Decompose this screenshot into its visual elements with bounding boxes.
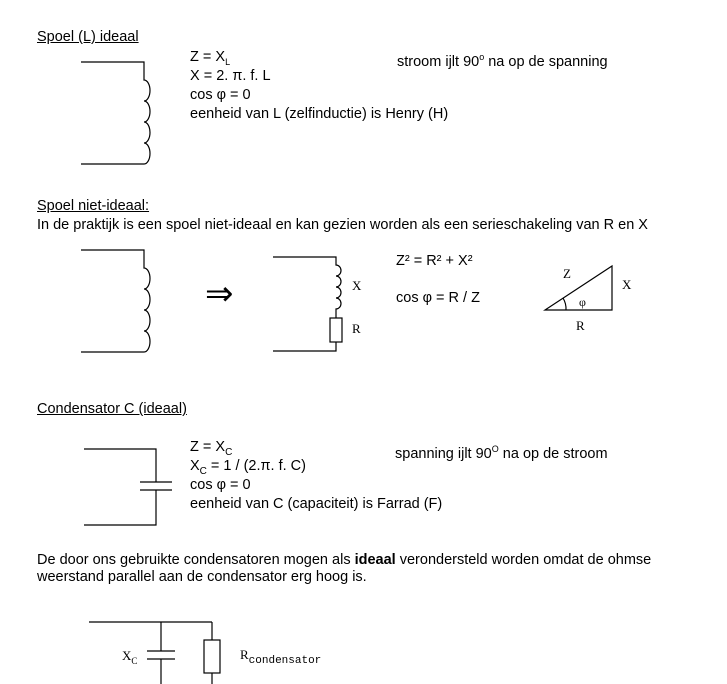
- nonideal-formula-cos: cos φ = R / Z: [396, 290, 480, 306]
- ideal-coil-phase: stroom ijlt 90$^o$ na op de spanning: [397, 52, 608, 70]
- ideal-coil-formula-cos: cos φ = 0: [190, 87, 251, 103]
- series-label-x: X: [352, 278, 362, 293]
- triangle-label-r: R: [576, 318, 585, 333]
- series-label-r: R: [352, 321, 361, 336]
- ideal-coil-unit: eenheid van L (zelfinductie) is Henry (H): [190, 106, 449, 122]
- nonideal-coil-description: In de praktijk is een spoel niet-ideaal en kan gezien worden als een serieschakeling van R en X: [37, 217, 648, 233]
- ideal-coil-formula-z: $Z = X_L$: [190, 49, 231, 67]
- triangle-label-x: X: [622, 277, 632, 292]
- capacitor-formula-z: $Z = X_C$: [190, 439, 233, 458]
- capacitor-formula-cos: cos φ = 0: [190, 477, 251, 493]
- nonideal-formula-z2: Z² = R² + X²: [396, 253, 473, 269]
- capacitor-heading: Condensator C (ideaal): [37, 401, 187, 417]
- triangle-label-z: Z: [563, 266, 571, 281]
- bottom-label-r: $R_{condensator}$: [240, 647, 322, 668]
- note-line-2: weerstand parallel aan de condensator erg hoog is.: [37, 569, 367, 585]
- equivalent-arrow-icon: ⇒: [205, 274, 234, 314]
- bottom-label-xc: $X_C$: [122, 648, 138, 667]
- ideal-coil-formula-x: X = 2. π. f. L: [190, 68, 271, 84]
- nonideal-coil-heading: Spoel niet-ideaal:: [37, 198, 150, 214]
- capacitor-phase: spanning ijlt $90^O$ na op de stroom: [395, 444, 608, 462]
- triangle-label-phi: φ: [579, 295, 586, 309]
- capacitor-formula-xc: $X_C = 1 / (2.\pi$. f. C): [190, 458, 306, 477]
- note-line-1: De door ons gebruikte condensatoren mogen als ideaal verondersteld worden omdat de ohmse: [37, 552, 652, 568]
- ideal-coil-heading: Spoel (L) ideaal: [37, 29, 139, 45]
- capacitor-unit: eenheid van C (capaciteit) is Farrad (F): [190, 496, 443, 512]
